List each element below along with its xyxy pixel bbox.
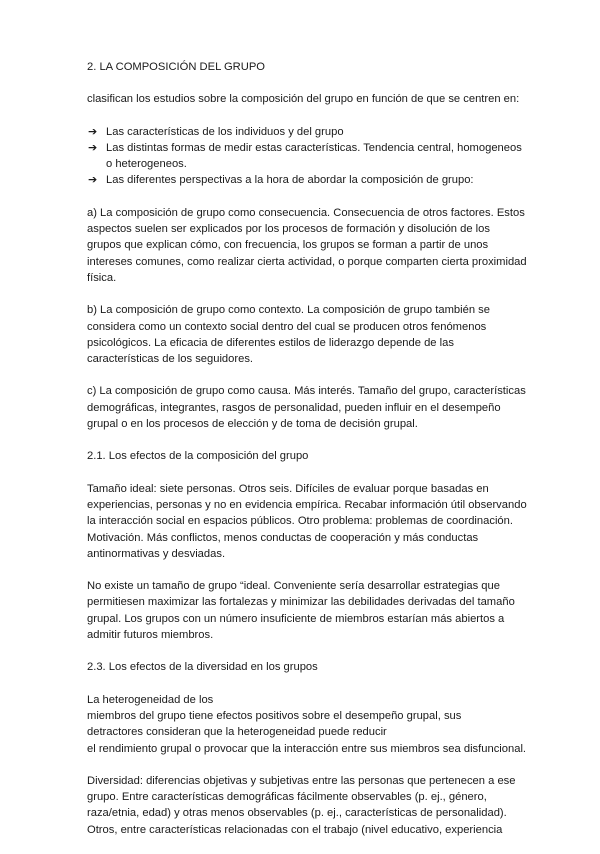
list-item: ➔ Las diferentes perspectivas a la hora de abordar la composición de grupo:	[87, 172, 527, 188]
arrow-icon: ➔	[88, 141, 98, 154]
section-heading: 2. LA COMPOSICIÓN DEL GRUPO	[87, 61, 266, 73]
arrow-icon: ➔	[88, 125, 98, 138]
intro-paragraph: clasifican los estudios sobre la composición del grupo en función de que se centren en:	[87, 93, 520, 106]
paragraph-c: c) La composición de grupo como causa. Más interés. Tamaño del grupo, características demográficas, integrantes, rasgos de personalidad, pueden influir en el desempeño grupal o en los procesos de elección y de toma de decisión grupal.	[87, 385, 526, 431]
subheading-composicion: 2.1. Los efectos de la composición del grupo	[87, 450, 309, 463]
list-item: ➔ Las distintas formas de medir estas características. Tendencia central, homogeneos o heterogeneos.	[88, 141, 522, 171]
bullet-list	[87, 124, 527, 189]
paragraph-b: b) La composición de grupo como contexto. La composición de grupo también se considera como un contexto social dentro del cual se producen otros fenómenos psicológicos. La eficacia de diferentes estilos de liderazgo depende de las características de los seguidores.	[87, 304, 490, 366]
document-page	[87, 59, 527, 854]
subheading-diversidad: 2.3. Los efectos de la diversidad en los grupos	[87, 661, 318, 674]
paragraph-no-existe: No existe un tamaño de grupo “ideal. Conveniente sería desarrollar estrategias que permitiesen maximizar las fortalezas y minimizar las debilidades derivadas del tamaño grupal. Los grupos con un número insuficiente de miembros estarían más abiertos a admitir futuros miembros.	[87, 580, 515, 642]
paragraph-heterogeneidad: La heterogeneidad de los miembros del grupo tiene efectos positivos sobre el desempeño grupal, sus detractores consideran que la heterogeneidad puede reducir el rendimiento grupal o provocar que la interacción entre sus miembros sea disfuncional.	[87, 693, 527, 755]
paragraph-tamano: Tamaño ideal: siete personas. Otros seis. Difíciles de evaluar porque basadas en experiencias, personas y no en evidencia empírica. Recabar información útil observando la interacción social en espacios públicos. Otro problema: problemas de coordinación. Motivación. Más conflictos, menos conductas de cooperación y más conductas antinormativas y desviadas.	[87, 482, 527, 560]
paragraph-a: a) La composición de grupo como consecuencia. Consecuencia de otros factores. Estos aspectos suelen ser explicados por los procesos de formación y disolución de los grupos que explican cómo, con frecuencia, los grupos se forman a partir de unos intereses comunes, como realizar cierta actividad, o porque comparten cierta proximidad física.	[87, 206, 527, 284]
list-item: ➔ Las características de los individuos y del grupo	[87, 124, 527, 140]
paragraph-diversidad: Diversidad: diferencias objetivas y subjetivas entre las personas que pertenecen a ese grupo. Entre características demográficas fácilmente observables (p. ej., género, raza/etnia, edad) y otras menos observables (p. ej., características de personalidad). Otros, entre características relacionadas con el trabajo (nivel educativo, experiencia	[87, 774, 516, 836]
arrow-icon: ➔	[88, 174, 98, 187]
